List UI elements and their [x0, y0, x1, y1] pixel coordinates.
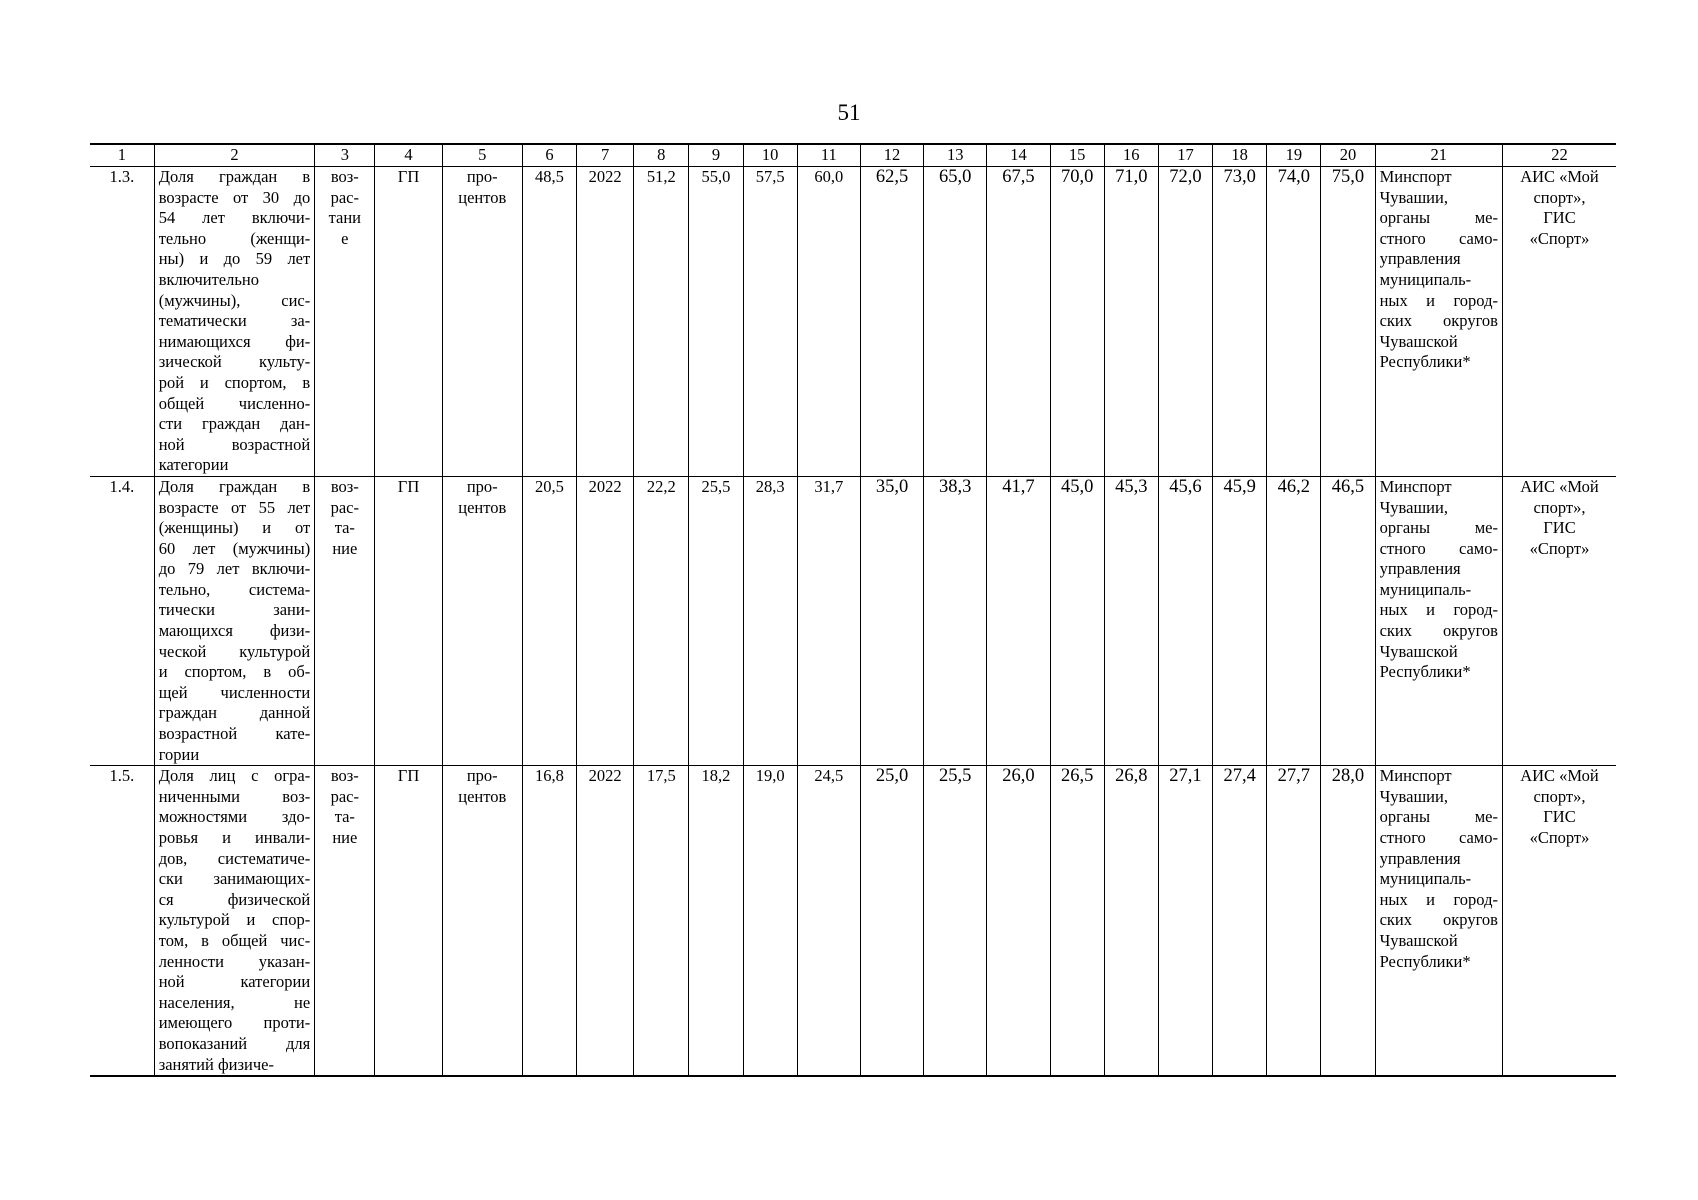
data-source	[1502, 476, 1616, 765]
text-line: ских округов	[1379, 910, 1498, 930]
base-year: 2022	[577, 766, 634, 1076]
text-line: Республики*	[1379, 951, 1471, 971]
text-line: ГИС	[1543, 208, 1576, 228]
text-line: воз-	[330, 476, 359, 496]
text-line: гории	[158, 744, 200, 764]
yearly-value: 45,0	[1050, 476, 1104, 765]
column-header: 5	[442, 144, 522, 167]
text-line: граждан данной	[158, 703, 311, 723]
column-header: 8	[634, 144, 689, 167]
text-line: спорт»,	[1533, 786, 1586, 806]
yearly-value: 22,2	[634, 476, 689, 765]
text-line: зической культу-	[158, 352, 311, 372]
text-line: тани	[328, 208, 362, 228]
text-line: занятий физиче-	[158, 1054, 274, 1074]
text-line: рас-	[330, 497, 360, 517]
text-line: культурой и спор-	[158, 910, 311, 930]
indicators-table	[90, 143, 1616, 1077]
text-line: стного само-	[1379, 538, 1498, 558]
column-header: 6	[522, 144, 576, 167]
text-line: «Спорт»	[1529, 828, 1590, 847]
text-line: рас-	[330, 187, 360, 207]
text-line: Чувашской	[1379, 930, 1458, 950]
text-line: Доля граждан в	[158, 476, 311, 496]
text-line: ских округов	[1379, 311, 1498, 331]
yearly-value: 67,5	[987, 167, 1050, 477]
program-code: ГП	[375, 476, 442, 765]
yearly-value: 27,1	[1158, 766, 1212, 1076]
indicator-trend	[315, 766, 375, 1076]
text-line: ной возрастной	[158, 434, 311, 454]
yearly-value: 38,3	[924, 476, 987, 765]
text-line: муниципаль-	[1379, 269, 1472, 289]
indicator-name	[154, 766, 315, 1076]
table-row	[90, 167, 1616, 477]
text-line: муниципаль-	[1379, 579, 1472, 599]
yearly-value: 57,5	[743, 167, 797, 477]
text-line: муниципаль-	[1379, 869, 1472, 889]
text-line: ны) и до 59 лет	[158, 249, 311, 269]
column-header: 19	[1267, 144, 1321, 167]
yearly-value: 26,8	[1104, 766, 1158, 1076]
yearly-value: 25,5	[924, 766, 987, 1076]
text-line: рой и спортом, в	[158, 372, 311, 392]
text-line: АИС «Мой	[1520, 167, 1599, 186]
yearly-value: 46,2	[1267, 476, 1321, 765]
text-line: Чувашской	[1379, 641, 1458, 661]
yearly-value: 41,7	[987, 476, 1050, 765]
data-source	[1502, 167, 1616, 477]
text-line: органы ме-	[1379, 807, 1498, 827]
yearly-value: 19,0	[743, 766, 797, 1076]
text-line: населения, не	[158, 992, 311, 1012]
yearly-value: 71,0	[1104, 167, 1158, 477]
column-header: 1	[90, 144, 154, 167]
text-line: Чувашской	[1379, 331, 1458, 351]
program-code: ГП	[375, 167, 442, 477]
indicator-trend	[315, 167, 375, 477]
yearly-value: 70,0	[1050, 167, 1104, 477]
yearly-value: 60,0	[797, 167, 860, 477]
text-line: ниченными воз-	[158, 786, 311, 806]
text-line: управления	[1379, 848, 1461, 868]
text-line: ГИС	[1543, 518, 1576, 538]
text-line: тематически за-	[158, 311, 311, 331]
text-line: та-	[334, 518, 355, 538]
text-line: ленности указан-	[158, 951, 311, 971]
text-line: дов, систематиче-	[158, 848, 311, 868]
text-line: Чувашии,	[1379, 187, 1448, 207]
yearly-value: 75,0	[1321, 167, 1375, 477]
indicator-number: 1.3.	[90, 167, 154, 477]
text-line: Минспорт	[1379, 476, 1452, 496]
data-source	[1502, 766, 1616, 1076]
column-header: 18	[1213, 144, 1267, 167]
table-row	[90, 766, 1616, 1076]
text-line: воз-	[330, 167, 359, 186]
unit-of-measure	[442, 766, 522, 1076]
text-line: рас-	[330, 786, 360, 806]
text-line: 60 лет (мужчины)	[158, 538, 311, 558]
text-line: вопоказаний для	[158, 1033, 311, 1053]
text-line: ческой культурой	[158, 641, 311, 661]
yearly-value: 73,0	[1213, 167, 1267, 477]
text-line: про-	[466, 766, 498, 786]
yearly-value: 26,5	[1050, 766, 1104, 1076]
responsible-executor	[1375, 476, 1502, 765]
text-line: ной категории	[158, 972, 311, 992]
base-value: 48,5	[522, 167, 576, 477]
column-header: 3	[315, 144, 375, 167]
text-line: стного само-	[1379, 228, 1498, 248]
yearly-value: 27,7	[1267, 766, 1321, 1076]
text-line: про-	[466, 476, 498, 496]
yearly-value: 28,0	[1321, 766, 1375, 1076]
column-header: 9	[689, 144, 743, 167]
text-line: ся физической	[158, 889, 311, 909]
yearly-value: 65,0	[924, 167, 987, 477]
text-line: включительно	[158, 269, 259, 289]
program-code: ГП	[375, 766, 442, 1076]
text-line: Минспорт	[1379, 167, 1452, 186]
indicator-number: 1.5.	[90, 766, 154, 1076]
text-line: (мужчины), сис-	[158, 290, 311, 310]
column-header: 21	[1375, 144, 1502, 167]
text-line: та-	[334, 807, 355, 827]
text-line: ских округов	[1379, 621, 1498, 641]
yearly-value: 27,4	[1213, 766, 1267, 1076]
indicator-name	[154, 167, 315, 477]
text-line: ных и город-	[1379, 290, 1498, 310]
yearly-value: 35,0	[860, 476, 923, 765]
yearly-value: 45,6	[1158, 476, 1212, 765]
text-line: спорт»,	[1533, 187, 1586, 207]
text-line: про-	[466, 167, 498, 186]
yearly-value: 62,5	[860, 167, 923, 477]
text-line: управления	[1379, 249, 1461, 269]
base-year: 2022	[577, 167, 634, 477]
column-header: 11	[797, 144, 860, 167]
table-row	[90, 476, 1616, 765]
text-line: Доля лиц с огра-	[158, 766, 311, 786]
yearly-value: 26,0	[987, 766, 1050, 1076]
text-line: мающихся физи-	[158, 621, 311, 641]
yearly-value: 25,0	[860, 766, 923, 1076]
column-header: 14	[987, 144, 1050, 167]
text-line: ных и город-	[1379, 889, 1498, 909]
text-line: возрастной кате-	[158, 724, 311, 744]
text-line: до 79 лет включи-	[158, 559, 311, 579]
yearly-value: 74,0	[1267, 167, 1321, 477]
responsible-executor	[1375, 167, 1502, 477]
column-header: 20	[1321, 144, 1375, 167]
text-line: ных и город-	[1379, 600, 1498, 620]
text-line: ГИС	[1543, 807, 1576, 827]
text-line: воз-	[330, 766, 359, 786]
text-line: том, в общей чис-	[158, 930, 311, 950]
text-line: нимающихся фи-	[158, 331, 311, 351]
text-line: центов	[458, 187, 507, 207]
yearly-value: 72,0	[1158, 167, 1212, 477]
text-line: имеющего проти-	[158, 1013, 311, 1033]
text-line: тельно, системa-	[158, 579, 311, 599]
text-line: Республики*	[1379, 662, 1471, 682]
text-line: возрасте от 30 до	[158, 187, 311, 207]
text-line: возрасте от 55 лет	[158, 497, 311, 517]
yearly-value: 51,2	[634, 167, 689, 477]
text-line: тически зани-	[158, 600, 311, 620]
column-header: 7	[577, 144, 634, 167]
indicator-name	[154, 476, 315, 765]
yearly-value: 25,5	[689, 476, 743, 765]
yearly-value: 17,5	[634, 766, 689, 1076]
text-line: ние	[332, 538, 358, 558]
text-line: Чувашии,	[1379, 497, 1448, 517]
text-line: можностями здо-	[158, 807, 311, 827]
text-line: тельно (женщи-	[158, 228, 311, 248]
text-line: щей численности	[158, 682, 311, 702]
base-value: 20,5	[522, 476, 576, 765]
responsible-executor	[1375, 766, 1502, 1076]
text-line: ние	[332, 828, 358, 847]
text-line: «Спорт»	[1529, 228, 1590, 248]
text-line: (женщины) и от	[158, 518, 311, 538]
text-line: АИС «Мой	[1520, 476, 1599, 496]
column-header: 15	[1050, 144, 1104, 167]
column-header: 13	[924, 144, 987, 167]
yearly-value: 55,0	[689, 167, 743, 477]
column-header: 2	[154, 144, 315, 167]
yearly-value: 45,9	[1213, 476, 1267, 765]
text-line: е	[341, 228, 349, 248]
text-line: Республики*	[1379, 352, 1471, 372]
column-header: 17	[1158, 144, 1212, 167]
yearly-value: 28,3	[743, 476, 797, 765]
text-line: общей численно-	[158, 393, 311, 413]
text-line: ски занимающих-	[158, 869, 311, 889]
text-line: стного само-	[1379, 828, 1498, 847]
yearly-value: 31,7	[797, 476, 860, 765]
text-line: центов	[458, 497, 507, 517]
text-line: 54 лет включи-	[158, 208, 311, 228]
text-line: сти граждан дан-	[158, 414, 311, 434]
indicator-trend	[315, 476, 375, 765]
column-header: 22	[1502, 144, 1616, 167]
yearly-value: 45,3	[1104, 476, 1158, 765]
column-header: 16	[1104, 144, 1158, 167]
text-line: спорт»,	[1533, 497, 1586, 517]
column-header: 10	[743, 144, 797, 167]
text-line: центов	[458, 786, 507, 806]
unit-of-measure	[442, 167, 522, 477]
column-header: 12	[860, 144, 923, 167]
text-line: органы ме-	[1379, 208, 1498, 228]
text-line: Чувашии,	[1379, 786, 1448, 806]
yearly-value: 24,5	[797, 766, 860, 1076]
text-line: категории	[158, 455, 229, 475]
yearly-value: 18,2	[689, 766, 743, 1076]
unit-of-measure	[442, 476, 522, 765]
base-year: 2022	[577, 476, 634, 765]
text-line: и спортом, в об-	[158, 662, 311, 682]
column-header: 4	[375, 144, 442, 167]
text-line: управления	[1379, 559, 1461, 579]
text-line: АИС «Мой	[1520, 766, 1599, 786]
text-line: ровья и инвали-	[158, 828, 311, 847]
page-number: 51	[837, 100, 861, 125]
text-line: «Спорт»	[1529, 538, 1590, 558]
indicator-number: 1.4.	[90, 476, 154, 765]
column-number-header-row	[90, 144, 1616, 167]
base-value: 16,8	[522, 766, 576, 1076]
yearly-value: 46,5	[1321, 476, 1375, 765]
text-line: органы ме-	[1379, 518, 1498, 538]
text-line: Минспорт	[1379, 766, 1452, 786]
text-line: Доля граждан в	[158, 167, 311, 186]
